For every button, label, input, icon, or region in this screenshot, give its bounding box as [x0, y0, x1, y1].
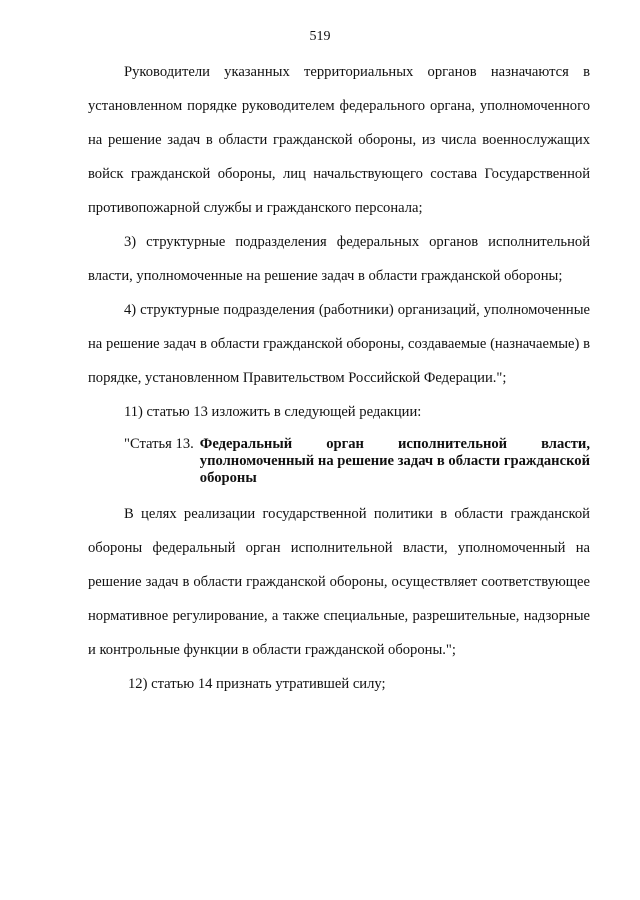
paragraph-article-body: В целях реализации государственной политики в области гражданской обороны федеральный орган исполнительной власти, уполномоченный на решение задач в области гражданской обороны, осуществляет соответствующее нормативное регулирование, а также специальные, разрешительные, надзорные и контрольные функции в области гражданской обороны.";: [88, 506, 590, 658]
article-label: "Статья 13.: [124, 436, 194, 452]
page-number: 519: [309, 29, 331, 44]
paragraph-item-4: 4) структурные подразделения (работники) организаций, уполномоченные на решение задач в области гражданской обороны, создаваемые (назначаемые) в порядке, установленном Правительством Российской Федерации.";: [88, 302, 590, 386]
paragraph-item-11: 11) статью 13 изложить в следующей редакции:: [124, 404, 422, 420]
paragraph-item-3: 3) структурные подразделения федеральных органов исполнительной власти, уполномоченные на решение задач в области гражданской обороны;: [88, 234, 590, 284]
article-heading: [88, 429, 590, 497]
paragraph-item-12: 12) статью 14 признать утратившей силу;: [128, 676, 386, 692]
article-title: Федеральный орган исполнительной власти, уполномоченный на решение задач в области гражданской обороны: [199, 436, 590, 486]
document-body: [88, 55, 590, 701]
paragraph-appointment: Руководители указанных территориальных органов назначаются в установленном порядке руководителем федерального органа, уполномоченного на решение задач в области гражданской обороны, из числа военнослужащих войск гражданской обороны, лиц начальствующего состава Государственной противопожарной службы и гражданского персонала;: [88, 64, 590, 216]
